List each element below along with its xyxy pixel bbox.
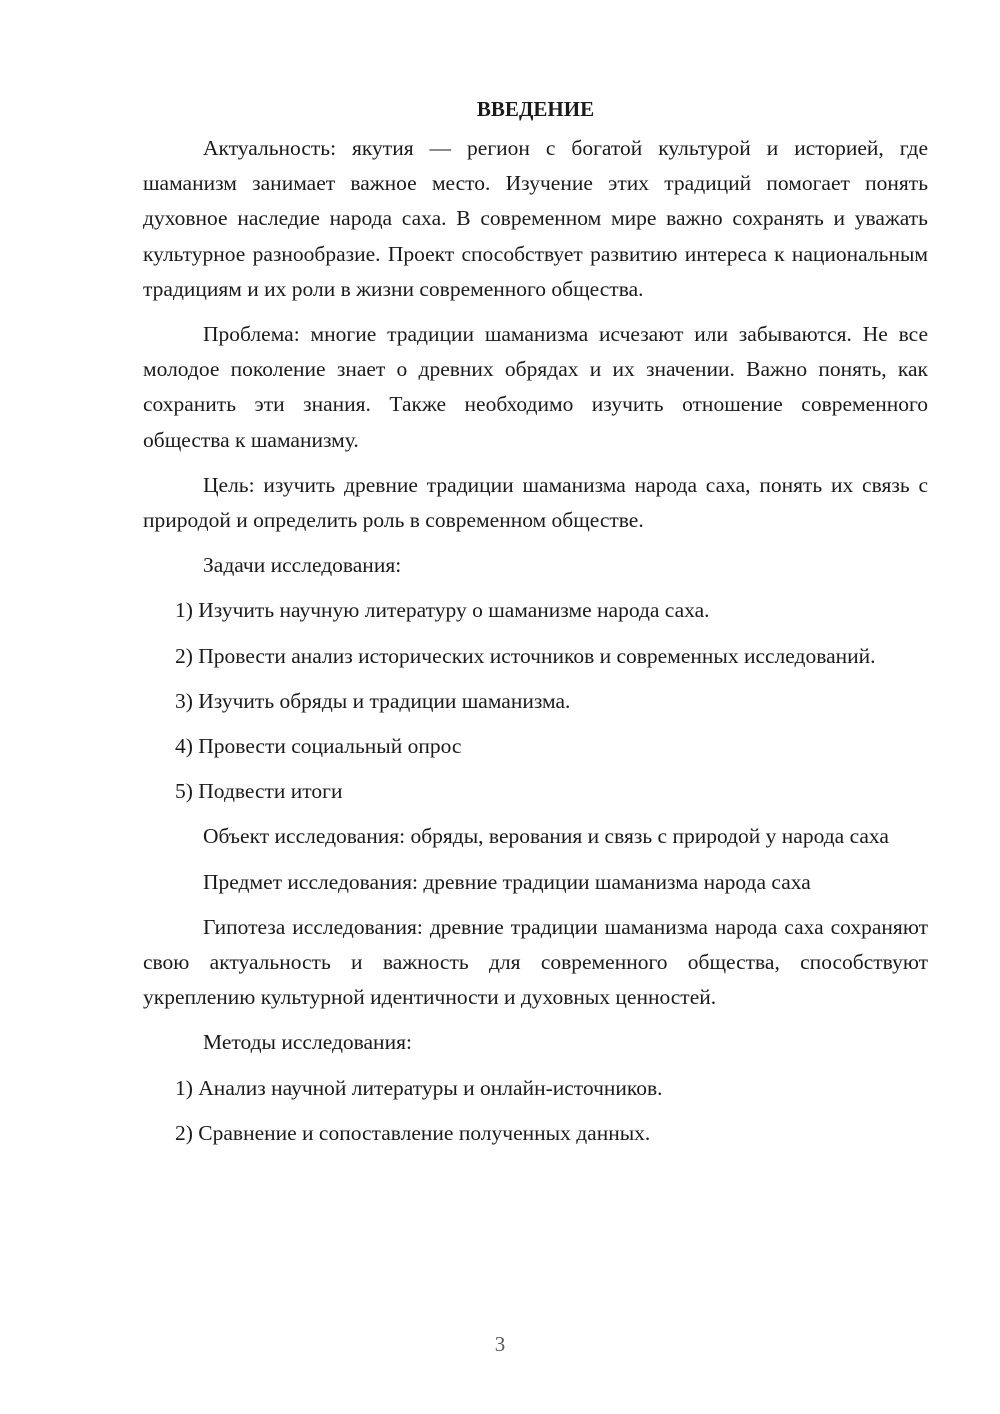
task-item-5: 5) Подвести итоги <box>175 779 343 804</box>
subject-paragraph: Предмет исследования: древние традиции шаманизма народа саха <box>203 869 811 894</box>
problem-paragraph: Проблема: многие традиции шаманизма исчезают или забываются. Не все молодое поколение знает о древних обрядах и их значении. Важно понять, как сохранить эти знания. Также необходимо изучить отношение современного общества к шаманизму. <box>143 322 928 452</box>
section-heading: ВВЕДЕНИЕ <box>476 97 595 121</box>
task-item-4: 4) Провести социальный опрос <box>175 734 462 759</box>
method-item-2: 2) Сравнение и сопоставление полученных данных. <box>175 1120 651 1145</box>
page-number: 3 <box>494 1332 506 1356</box>
object-paragraph: Объект исследования: обряды, верования и связь с природой у народа саха <box>203 824 889 849</box>
tasks-title: Задачи исследования: <box>203 553 402 578</box>
methods-title: Методы исследования: <box>203 1030 412 1055</box>
hypothesis-paragraph: Гипотеза исследования: древние традиции шаманизма народа саха сохраняют свою актуальность и важность для современного общества, способствуют укреплению культурной идентичности и духовных ценностей. <box>143 914 928 1010</box>
relevance-paragraph: Актуальность: якутия — регион с богатой культурой и историей, где шаманизм занимает важное место. Изучение этих традиций помогает понять духовное наследие народа саха. В современном мире важно сохранять и уважать культурное разнообразие. Проект способствует развитию интереса к национальным традициям и их роли в жизни современного общества. <box>143 136 928 301</box>
task-item-2: 2) Провести анализ исторических источников и современных исследований. <box>175 643 876 668</box>
task-item-1: 1) Изучить научную литературу о шаманизме народа саха. <box>175 598 710 623</box>
page-content <box>143 92 928 1161</box>
method-item-1: 1) Анализ научной литературы и онлайн-источников. <box>175 1075 663 1100</box>
task-item-3: 3) Изучить обряды и традиции шаманизма. <box>175 688 571 713</box>
goal-paragraph: Цель: изучить древние традиции шаманизма народа саха, понять их связь с природой и определить роль в современном обществе. <box>143 472 928 533</box>
